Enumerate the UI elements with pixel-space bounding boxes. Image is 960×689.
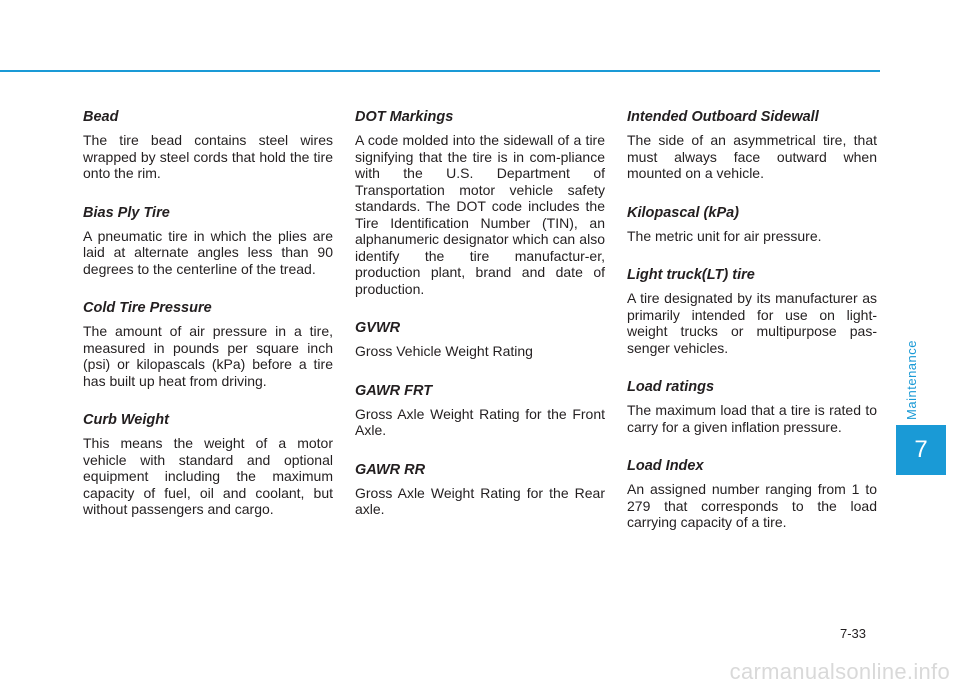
section-label: Maintenance [904,340,919,420]
glossary-entry [627,204,877,245]
glossary-entry [355,382,605,439]
glossary-entry [83,411,333,518]
glossary-entry [355,461,605,518]
term-heading: Intended Outboard Sidewall [627,109,819,125]
term-definition: The side of an asymmetrical tire, that must always face outward when mounted on a vehicle. [627,132,877,181]
term-heading: Light truck(LT) tire [627,267,755,283]
term-heading: Load ratings [627,379,715,395]
term-definition: A pneumatic tire in which the plies are laid at alternate angles less than 90 degrees to the centerline of the tread. [83,227,333,277]
term-definition: The tire bead contains steel wires wrapped by steel cords that hold the tire onto the rim. [83,132,333,181]
term-heading: Bias Ply Tire [83,204,170,221]
term-heading: Kilopascal (kPa) [627,204,740,221]
column-3 [627,108,877,553]
glossary-entry [355,319,605,360]
term-heading: Load Index [627,458,704,474]
top-rule [0,70,880,72]
glossary-entry [627,378,877,435]
glossary-entry [83,299,333,389]
glossary-entry [355,108,605,297]
glossary-entry [83,204,333,278]
column-1 [83,108,333,540]
term-heading: DOT Markings [355,109,454,125]
term-heading: Bead [83,109,119,125]
term-definition: The amount of air pressure in a tire, measured in pounds per square inch (psi) or kilopascals (kPa) before a tire has built up heat from driving. [83,323,333,389]
term-heading: GAWR RR [355,461,426,478]
glossary-entry [627,457,877,531]
column-2 [355,108,605,540]
term-definition: The metric unit for air pressure. [627,227,822,244]
glossary-entry [627,266,877,356]
glossary-entry [627,108,877,182]
watermark: carmanualsonline.info [729,659,950,684]
term-heading: Curb Weight [83,412,169,428]
page-number: 7-33 [840,626,867,641]
chapter-number-tab: 7 [896,425,946,475]
term-heading: GVWR [355,320,401,336]
term-heading: Cold Tire Pressure [83,300,212,316]
glossary-entry [83,108,333,182]
term-definition: Gross Vehicle Weight Rating [355,343,533,359]
term-definition: The maximum load that a tire is rated to carry for a given inflation pressure. [627,402,877,435]
term-definition: An assigned number ranging from 1 to 279 that corresponds to the load carrying capacity of a tire. [627,481,877,530]
term-definition: Gross Axle Weight Rating for the Front Axle. [355,405,605,438]
term-definition: This means the weight of a motor vehicle with standard and optional equipment including the maximum capacity of fuel, oil and coolant, but without passengers and cargo. [83,435,333,517]
term-heading: GAWR FRT [355,382,433,399]
term-definition: A tire designated by its manufacturer as primarily intended for use on light-weight trucks or multipurpose pas-senger vehicles. [627,290,877,356]
term-definition: A code molded into the sidewall of a tire signifying that the tire is in com-pliance with the U.S. Department of Transportation motor vehicle safety standards. The DOT code includes the Tire Identification Number (TIN), an alphanumeric designator which can also identify the tire manufactur-er, production plant, brand and date of production. [355,132,605,297]
term-definition: Gross Axle Weight Rating for the Rear axle. [355,484,605,517]
